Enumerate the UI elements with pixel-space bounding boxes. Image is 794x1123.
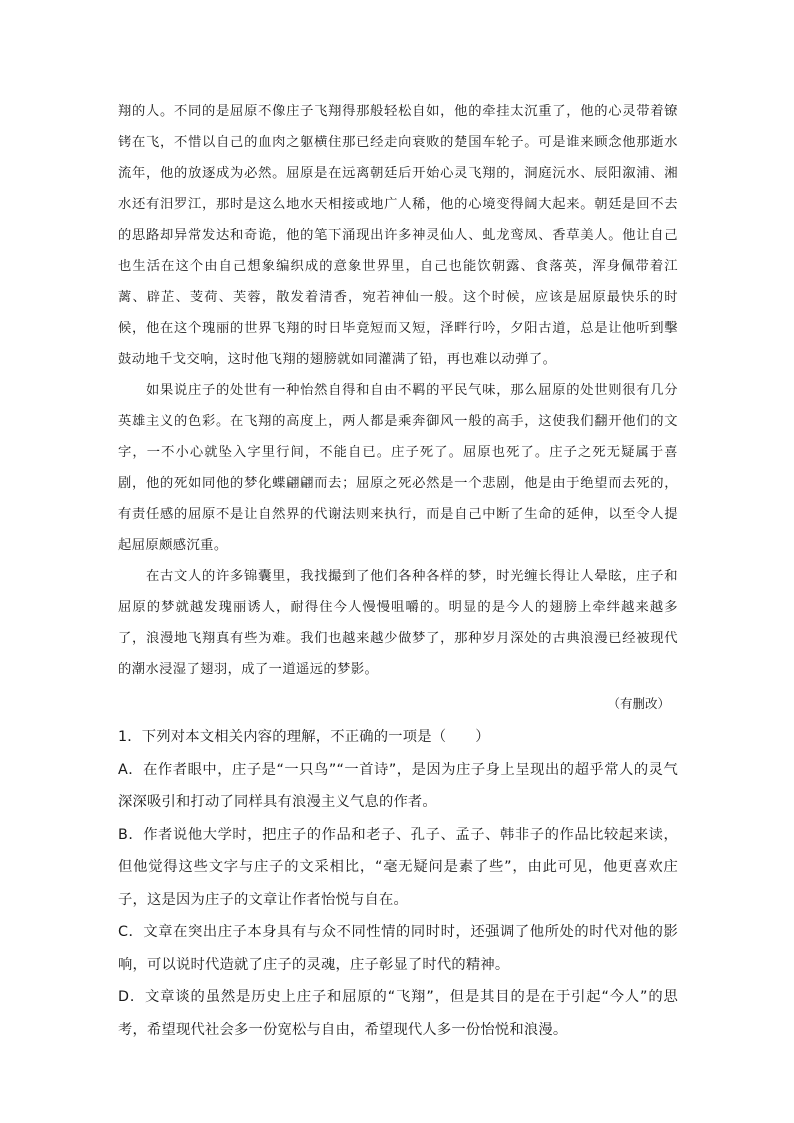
option-c: C．文章在突出庄子本身具有与众不同性情的同时时，还强调了他所处的时代对他的影响，可以说时代造就了庄子的灵魂，庄子彰显了时代的精神。 bbox=[118, 924, 678, 973]
option-d: D．文章谈的虽然是历史上庄子和屈原的“飞翔”，但是其目的是在于引起“今人”的思考，希望现代社会多一份宽松与自由，希望现代人多一份怡悦和浪漫。 bbox=[118, 989, 678, 1038]
passage-paragraph-3: 在古文人的许多锦囊里，我找撮到了他们各种各样的梦，时光缠长得让人晕眩，庄子和屈原的梦就越发瑰丽诱人，耐得住今人慢慢咀嚼的。明显的是今人的翅膀上牵绊越来越多了，浪漫地飞翔真有些为难。我们也越来越少做梦了，那种岁月深处的古典浪漫已经被现代的潮水浸湿了翅羽，成了一道遥远的梦影。 bbox=[118, 569, 678, 677]
passage-paragraph-1: 翔的人。不同的是屈原不像庄子飞翔得那般轻松自如，他的牵挂太沉重了，他的心灵带着镣铐在飞，不惜以自己的血肉之躯横住那已经走向衰败的楚国车轮子。可是谁来顾念他那逝水流年，他的放逐成为必然。屈原是在远离朝廷后开始心灵飞翔的，洞庭沅水、辰阳溆浦、湘水还有汨罗江，那时是这么地水天相接或地广人稀，他的心境变得阔大起来。朝廷是回不去的思路却异常发达和奇诡，他的笔下涌现出许多神灵仙人、虬龙鸾凤、香草美人。他让自己也生活在这个由自己想象编织成的意象世界里，自己也能饮朝露、食落英，浑身佩带着江蓠、辟芷、芰荷、芙蓉，散发着清香，宛若神仙一般。这个时候，应该是屈原最快乐的时候，他在这个瑰丽的世界飞翔的时日毕竟短而又短，泽畔行吟，夕阳古道，总是让他听到擊鼓动地千戈交响，这时他飞翔的翅膀就如同灌满了铅，再也难以动弹了。 bbox=[118, 104, 678, 367]
passage-paragraph-2: 如果说庄子的处世有一种怡然自得和自由不羁的平民气味，那么屈原的处世则很有几分英雄主义的色彩。在飞翔的高度上，两人都是乘奔御风一般的高手，这使我们翻开他们的文字，一不小心就坠入字里行间，不能自已。庄子死了。屈原也死了。庄子之死无疑属于喜剧，他的死如同他的梦化蝶翩翩而去；屈原之死必然是一个悲剧，他是由于绝望而去死的，有责任感的屈原不是让自然界的代谢法则来执行，而是自己中断了生命的延伸，以至令人提起屈原颇感沉重。 bbox=[118, 383, 678, 553]
option-a: A．在作者眼中，庄子是“一只鸟”“一首诗”，是因为庄子身上呈现出的超乎常人的灵气深深吸引和打动了同样具有浪漫主义气息的作者。 bbox=[118, 761, 678, 810]
source-note: （有删改） bbox=[607, 696, 670, 711]
question-1 bbox=[118, 721, 678, 1046]
document-page bbox=[118, 96, 678, 1046]
reading-passage bbox=[118, 96, 678, 685]
question-stem: 1．下列对本文相关内容的理解，不正确的一项是（ ） bbox=[118, 729, 490, 745]
option-b: B．作者说他大学时，把庄子的作品和老子、孔子、孟子、韩非子的作品比较起来读，但他觉得这些文字与庄子的文采相比，“毫无疑问是素了些”，由此可见，他更喜欢庄子，这是因为庄子的文章让作者怡悦与自在。 bbox=[118, 826, 678, 908]
